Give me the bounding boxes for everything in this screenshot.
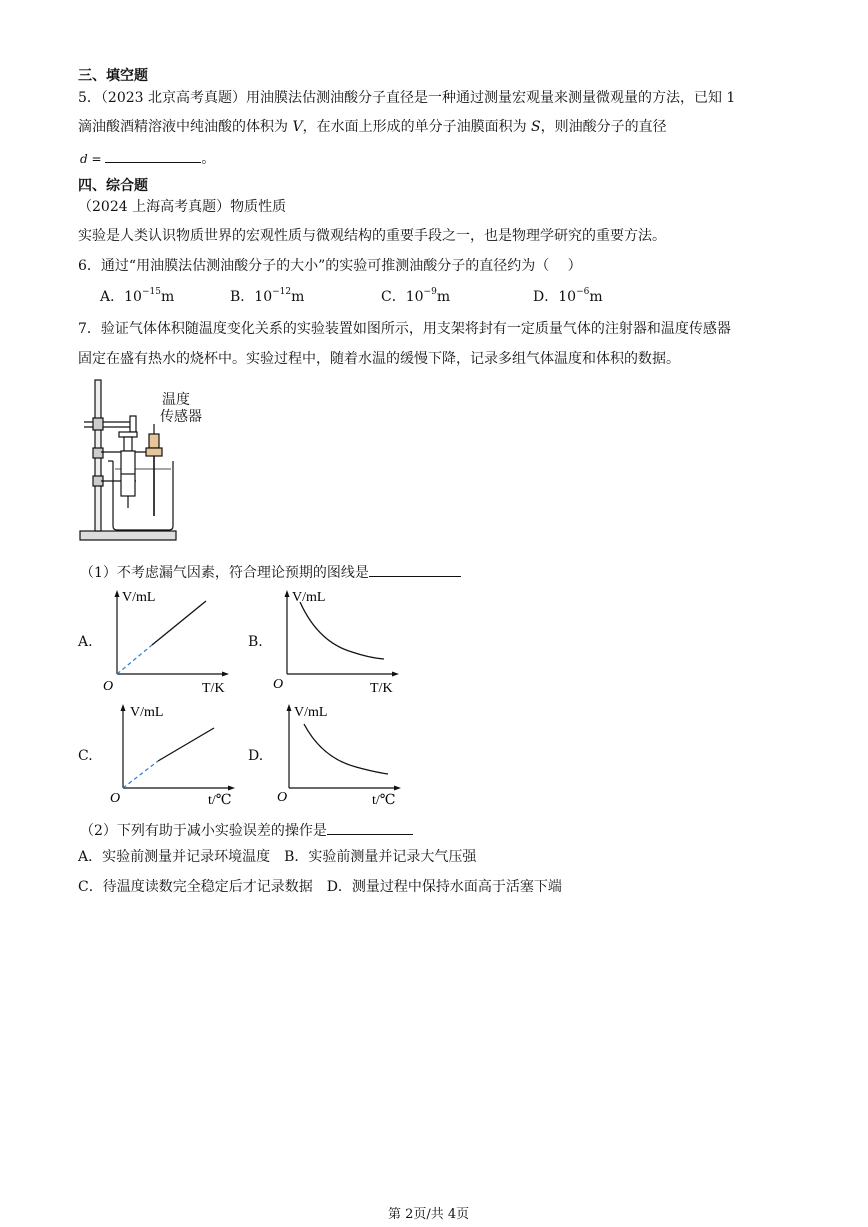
graph-c-x-arrow — [228, 786, 235, 791]
q5-line2-a: 滴油酸酒精溶液中纯油酸的体积为 — [78, 119, 293, 135]
graph-c-y-arrow — [121, 704, 126, 711]
q7-options-row1[interactable]: A．实验前测量并记录环境温度 B．实验前测量并记录大气压强 — [78, 849, 477, 865]
q5-answer-eq: = — [87, 152, 106, 166]
q6-option-a-exp: −15 — [141, 287, 161, 297]
graph-b-label[interactable]: B. — [248, 634, 263, 650]
graph-a-dashed-segment — [117, 645, 152, 674]
q7-sub2-blank[interactable] — [327, 818, 413, 835]
q5-answer-end: 。 — [201, 151, 216, 167]
q6-option-a-base: 10 — [124, 289, 142, 305]
graph-d — [272, 700, 407, 810]
q5-line2-b: ，在水面上形成的单分子油膜面积为 — [302, 119, 532, 135]
graph-c-dashed-segment — [123, 761, 158, 788]
q6-option-b-unit: m — [291, 289, 305, 305]
graph-b — [270, 586, 405, 696]
section4-source: （2024 上海高考真题）物质性质 — [78, 199, 287, 215]
q5-line1: 5．（2023 北京高考真题）用油膜法估测油酸分子直径是一种通过测量宏观量来测量微观量的方法，已知 1 — [78, 90, 736, 106]
graph-d-x-arrow — [394, 786, 401, 791]
sensor-label-line1: 温度 — [162, 392, 190, 408]
graph-c-ylabel: V/mL — [130, 705, 164, 720]
q7-sub1-blank[interactable] — [369, 560, 461, 577]
q6-text: 6．通过“用油膜法估测油酸分子的大小”的实验可推测油酸分子的直径约为（ ） — [78, 258, 582, 274]
graph-b-origin: O — [273, 677, 284, 692]
q7-options-row2[interactable]: C．待温度读数完全稳定后才记录数据 D．测量过程中保持水面高于活塞下端 — [78, 879, 562, 895]
q6-option-d-unit: m — [589, 289, 603, 305]
sensor-label-line2: 传感器 — [160, 409, 202, 425]
q6-option-b[interactable] — [230, 287, 304, 307]
graph-d-xlabel: t/℃ — [372, 793, 396, 808]
graph-a — [100, 586, 235, 696]
graph-a-y-arrow — [115, 590, 120, 597]
q5-answer-var: d — [80, 152, 88, 166]
q6-option-c-base: 10 — [405, 289, 424, 305]
graph-d-ylabel: V/mL — [294, 705, 328, 720]
q6-option-d[interactable] — [533, 287, 603, 307]
graph-b-ylabel: V/mL — [292, 590, 326, 605]
q5-line2 — [78, 117, 667, 137]
graph-a-line — [152, 601, 206, 645]
section-heading-fill-blank: 三、填空题 — [78, 68, 148, 84]
graph-d-origin: O — [277, 790, 288, 805]
section4-intro: 实验是人类认识物质世界的宏观性质与微观结构的重要手段之一，也是物理学研究的重要方法。 — [78, 228, 666, 244]
graph-c-origin: O — [110, 791, 121, 806]
graph-d-curve — [304, 724, 388, 774]
q7-sub1-text: （1）不考虑漏气因素，符合理论预期的图线是 — [80, 565, 369, 581]
graph-a-x-arrow — [222, 672, 229, 677]
q6-option-a-label: A． — [100, 289, 125, 305]
section-heading-comprehensive: 四、综合题 — [78, 178, 148, 194]
graph-a-origin: O — [103, 679, 114, 694]
q5-var-v: V — [292, 119, 303, 135]
graph-c-label[interactable]: C. — [78, 748, 93, 764]
graph-a-xlabel: T/K — [202, 681, 225, 696]
q6-option-d-exp: −6 — [576, 287, 590, 297]
page-footer: 第 2页/共 4页 — [388, 1207, 470, 1222]
q6-option-d-base: 10 — [558, 289, 577, 305]
graph-d-y-arrow — [287, 704, 292, 711]
graph-c-xlabel: t/℃ — [208, 793, 232, 808]
q6-option-b-base: 10 — [254, 289, 273, 305]
q7-sub1 — [80, 560, 461, 583]
q6-option-c[interactable] — [381, 287, 450, 307]
q6-option-c-exp: −9 — [423, 287, 437, 297]
graph-b-x-arrow — [392, 672, 399, 677]
q7-sub2 — [80, 818, 413, 841]
q5-answer-line — [80, 146, 215, 169]
q6-option-d-label: D． — [533, 289, 559, 305]
graph-b-y-arrow — [285, 590, 290, 597]
q5-answer-blank[interactable] — [105, 146, 201, 163]
graph-d-label[interactable]: D. — [248, 748, 264, 764]
q5-var-s: S — [531, 119, 541, 135]
q5-line2-c: ，则油酸分子的直径 — [540, 119, 667, 135]
q6-option-b-exp: −12 — [272, 287, 292, 297]
q6-option-a-unit: m — [160, 289, 175, 305]
sensor-label — [160, 392, 202, 426]
q6-option-c-label: C． — [381, 289, 406, 305]
q6-option-a[interactable] — [100, 287, 174, 307]
q7-line2: 固定在盛有热水的烧杯中。实验过程中，随着水温的缓慢下降，记录多组气体温度和体积的数据。 — [78, 351, 680, 367]
graph-b-curve — [300, 602, 384, 659]
graph-a-label[interactable]: A. — [78, 634, 93, 650]
q6-option-b-label: B． — [230, 289, 255, 305]
graph-a-ylabel: V/mL — [122, 590, 156, 605]
q7-line1: 7．验证气体体积随温度变化关系的实验装置如图所示，用支架将封有一定质量气体的注射器和温度传感器 — [78, 321, 731, 337]
q6-option-c-unit: m — [436, 289, 451, 305]
graph-b-xlabel: T/K — [370, 681, 393, 696]
graph-c-line — [158, 728, 214, 761]
graph-c — [106, 700, 241, 810]
q7-sub2-text: （2）下列有助于减小实验误差的操作是 — [80, 823, 327, 839]
